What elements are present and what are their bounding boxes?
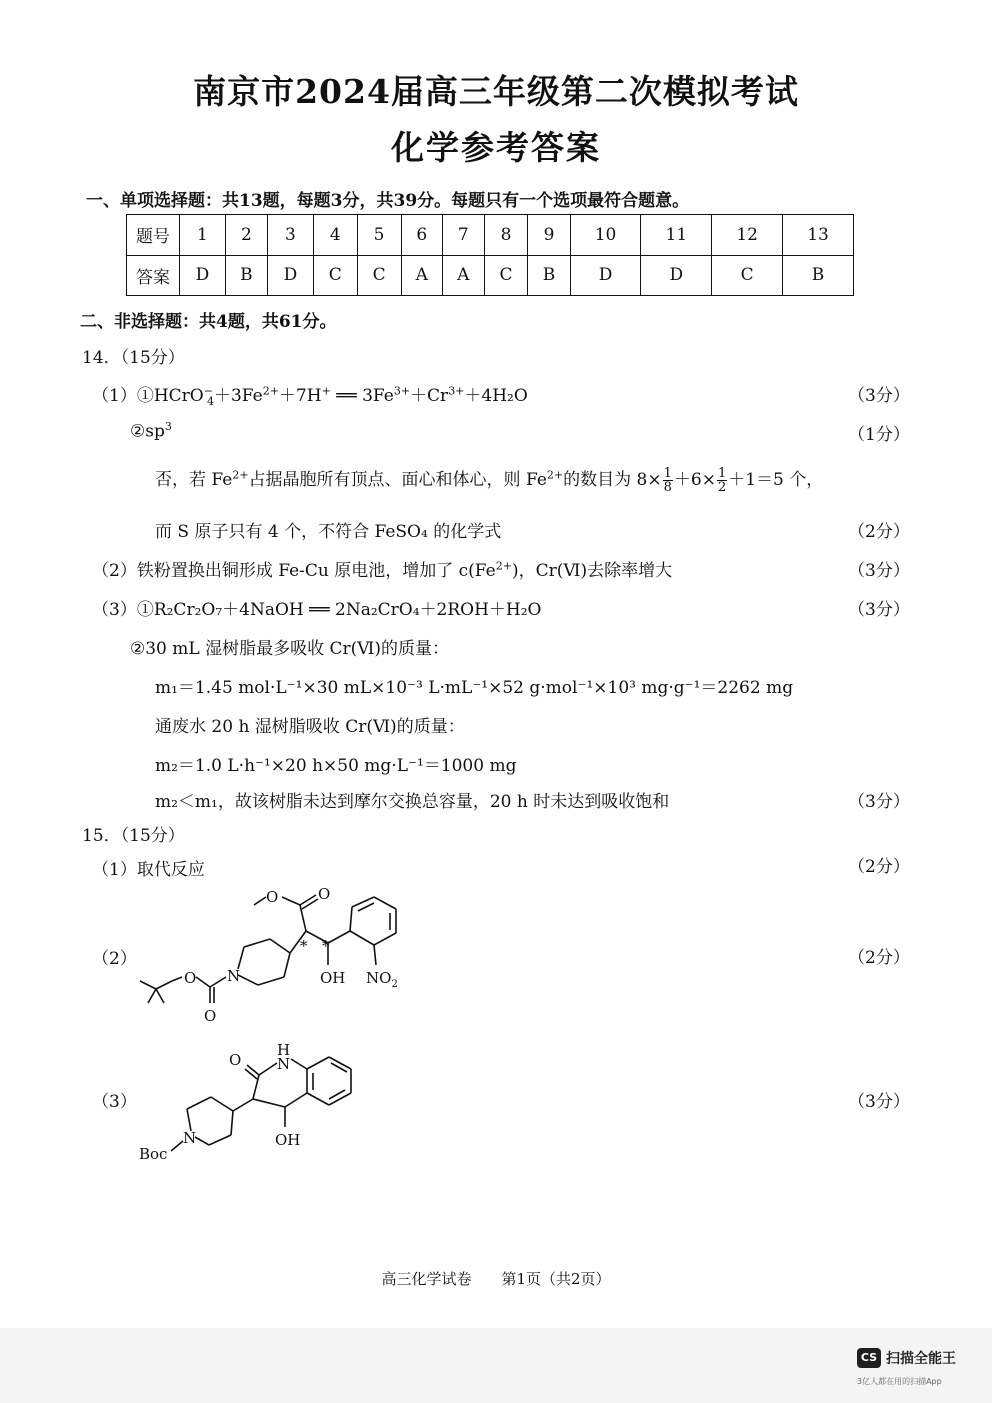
svg-text:O: O <box>318 885 331 903</box>
svg-text:Boc: Boc <box>139 1145 168 1163</box>
table-cell-number: 6 <box>401 215 443 256</box>
answer-table <box>126 214 854 296</box>
svg-text:O: O <box>266 888 279 906</box>
q15-part2-score: （2分） <box>848 948 910 968</box>
scan-watermark-band <box>0 1328 992 1403</box>
camscanner-logo-text: 扫描全能王 <box>886 1351 956 1367</box>
q14-part1a-score: （3分） <box>848 386 910 406</box>
q14-part1-label: （1） <box>92 386 137 406</box>
svg-text:O: O <box>229 1051 242 1069</box>
table-cell-number: 10 <box>570 215 641 256</box>
q14-c-segment: 占据晶胞所有顶点、面心和体心，则 Fe <box>248 470 547 490</box>
q15-heading: 15．（15分） <box>82 826 185 846</box>
q14-part2-score: （3分） <box>848 561 910 581</box>
table-cell-answer: C <box>712 255 783 296</box>
table-cell-answer: A <box>443 255 485 296</box>
svg-text:NO2: $NO_2$ <box>366 969 398 990</box>
q14-eq-segment: ＋Cr <box>410 386 449 406</box>
q14-part2: （2）铁粉置换出铜形成 Fe-Cu 原电池，增加了 $c(Fe^{2+})$，Cr(Ⅵ)去除率增大 <box>92 559 673 581</box>
table-cell-answer: C <box>313 255 357 296</box>
q14-c-segment: 否，若 Fe <box>155 470 233 490</box>
table-cell-number: 8 <box>484 215 528 256</box>
table-cell-answer: D <box>268 255 314 296</box>
q15-part2-label: （2） <box>92 949 137 969</box>
table-cell-answer: B <box>528 255 570 296</box>
answer-table-number-row <box>127 215 854 256</box>
page-footer: 高三化学试卷 第1页（共2页） <box>381 1270 611 1288</box>
q14-eq-segment: ①HCrO <box>136 386 204 406</box>
table-cell-answer: B <box>783 255 854 296</box>
q14-heading: 14．（15分） <box>82 348 185 368</box>
q14-eq-segment: ＋4H₂O <box>464 386 528 406</box>
svg-text:N: N <box>227 967 241 985</box>
table-header-answer: 答案 <box>127 255 180 296</box>
svg-text:O: O <box>184 969 197 987</box>
q14-part1b-text: ②sp <box>130 421 165 442</box>
table-cell-number: 11 <box>641 215 712 256</box>
table-cell-answer: A <box>401 255 443 296</box>
table-cell-answer: B <box>225 255 267 296</box>
q14-part3d: m₂＜m₁，故该树脂未达到摩尔交换总容量，20 h 时未达到吸收饱和 <box>155 792 670 812</box>
camscanner-tagline: 3亿人都在用的扫描App <box>857 1377 942 1386</box>
q14-part3b: ②30 mL 湿树脂最多吸收 Cr(Ⅵ)的质量： <box>130 639 449 659</box>
svg-text:OH: OH <box>320 969 346 987</box>
table-cell-number: 13 <box>783 215 854 256</box>
q14-c-segment: 的数目为 8× <box>563 470 662 490</box>
q14-eq-segment: ══ 3Fe <box>330 386 394 406</box>
q14-part2-text: )，Cr(Ⅵ)去除率增大 <box>511 561 673 581</box>
q15-structure-2-diagram <box>130 885 420 1025</box>
table-cell-answer: D <box>570 255 641 296</box>
page-title: 南京市2024届高三年级第二次模拟考试 <box>193 72 799 111</box>
table-cell-answer: C <box>357 255 401 296</box>
svg-text:*: * <box>300 937 308 955</box>
q15-part1-score: （2分） <box>848 857 910 877</box>
q15-part3-label: （3） <box>92 1092 137 1112</box>
camscanner-logo-icon: CS <box>857 1348 881 1368</box>
table-cell-number: 12 <box>712 215 783 256</box>
table-cell-answer: C <box>484 255 528 296</box>
fraction-one-eighth: $\frac{1}{8}$ <box>663 466 672 495</box>
q14-part3c: 通废水 20 h 湿树脂吸收 Cr(Ⅵ)的质量： <box>155 717 465 737</box>
svg-text:N: N <box>183 1129 197 1147</box>
q14-part3a-score: （3分） <box>848 600 910 620</box>
q14-eq-segment: ＋7H <box>278 386 322 406</box>
answer-table-answer-row <box>127 255 854 296</box>
q14-part1c-line1: 否，若 $Fe^{2+}$占据晶胞所有顶点、面心和体心，则 $Fe^{2+}$的数目为 8× $\frac{1}{8}$ ＋6× $\frac{1}{2}$ ＋1＝5 个， <box>155 466 824 495</box>
q15-part1: （1）取代反应 <box>92 860 205 880</box>
q14-part1c-score: （2分） <box>848 522 910 542</box>
table-cell-number: 7 <box>443 215 485 256</box>
q14-c-segment: ＋1＝5 个， <box>728 470 824 490</box>
q14-part3-m1: m₁＝1.45 mol·L⁻¹×30 mL×10⁻³ L·mL⁻¹×52 g·mol⁻¹×10³ mg·g⁻¹＝2262 mg <box>155 678 794 698</box>
section-2-heading: 二、非选择题：共4题，共61分。 <box>80 312 337 332</box>
table-cell-answer: D <box>641 255 712 296</box>
svg-text:O: O <box>204 1007 217 1025</box>
table-cell-number: 1 <box>180 215 226 256</box>
q14-part3d-score: （3分） <box>848 792 910 812</box>
q14-part2-text: （2）铁粉置换出铜形成 Fe-Cu 原电池，增加了 c(Fe <box>92 561 496 581</box>
q15-part3-score: （3分） <box>848 1092 910 1112</box>
table-cell-number: 9 <box>528 215 570 256</box>
svg-text:N: N <box>277 1055 291 1073</box>
section-1-heading: 一、单项选择题：共13题，每题3分，共39分。每题只有一个选项最符合题意。 <box>86 191 690 211</box>
q14-eq-segment: ＋3Fe <box>213 386 263 406</box>
q14-c-segment: ＋6× <box>673 470 716 490</box>
q14-part1c-line2: 而 S 原子只有 4 个，不符合 FeSO₄ 的化学式 <box>155 522 502 542</box>
q14-part1-equation: $(1)①HCrO^-_4+3Fe^{2+}+7H^+$ ══ $3Fe^{3+}+Cr^{3+}+4H_2O$ <box>92 384 528 409</box>
q14-part1b-score: （1分） <box>848 425 910 445</box>
page-subtitle: 化学参考答案 <box>391 128 601 167</box>
table-header-number: 题号 <box>127 215 180 256</box>
svg-text:H: H <box>277 1041 291 1059</box>
table-cell-number: 4 <box>313 215 357 256</box>
table-cell-number: 5 <box>357 215 401 256</box>
fraction-one-half: $\frac{1}{2}$ <box>717 466 727 495</box>
q14-part1b: $②sp^3$ <box>130 420 172 442</box>
svg-text:*: * <box>322 937 330 955</box>
svg-text:OH: OH <box>275 1131 301 1149</box>
table-cell-number: 3 <box>268 215 314 256</box>
q14-part3-m2: m₂＝1.0 L·h⁻¹×20 h×50 mg·L⁻¹＝1000 mg <box>155 756 517 776</box>
q15-structure-3-diagram <box>135 1035 365 1165</box>
q14-part3a: （3）①R₂Cr₂O₇＋4NaOH ══ 2Na₂CrO₄＋2ROH＋H₂O <box>92 600 542 620</box>
table-cell-number: 2 <box>225 215 267 256</box>
table-cell-answer: D <box>180 255 226 296</box>
